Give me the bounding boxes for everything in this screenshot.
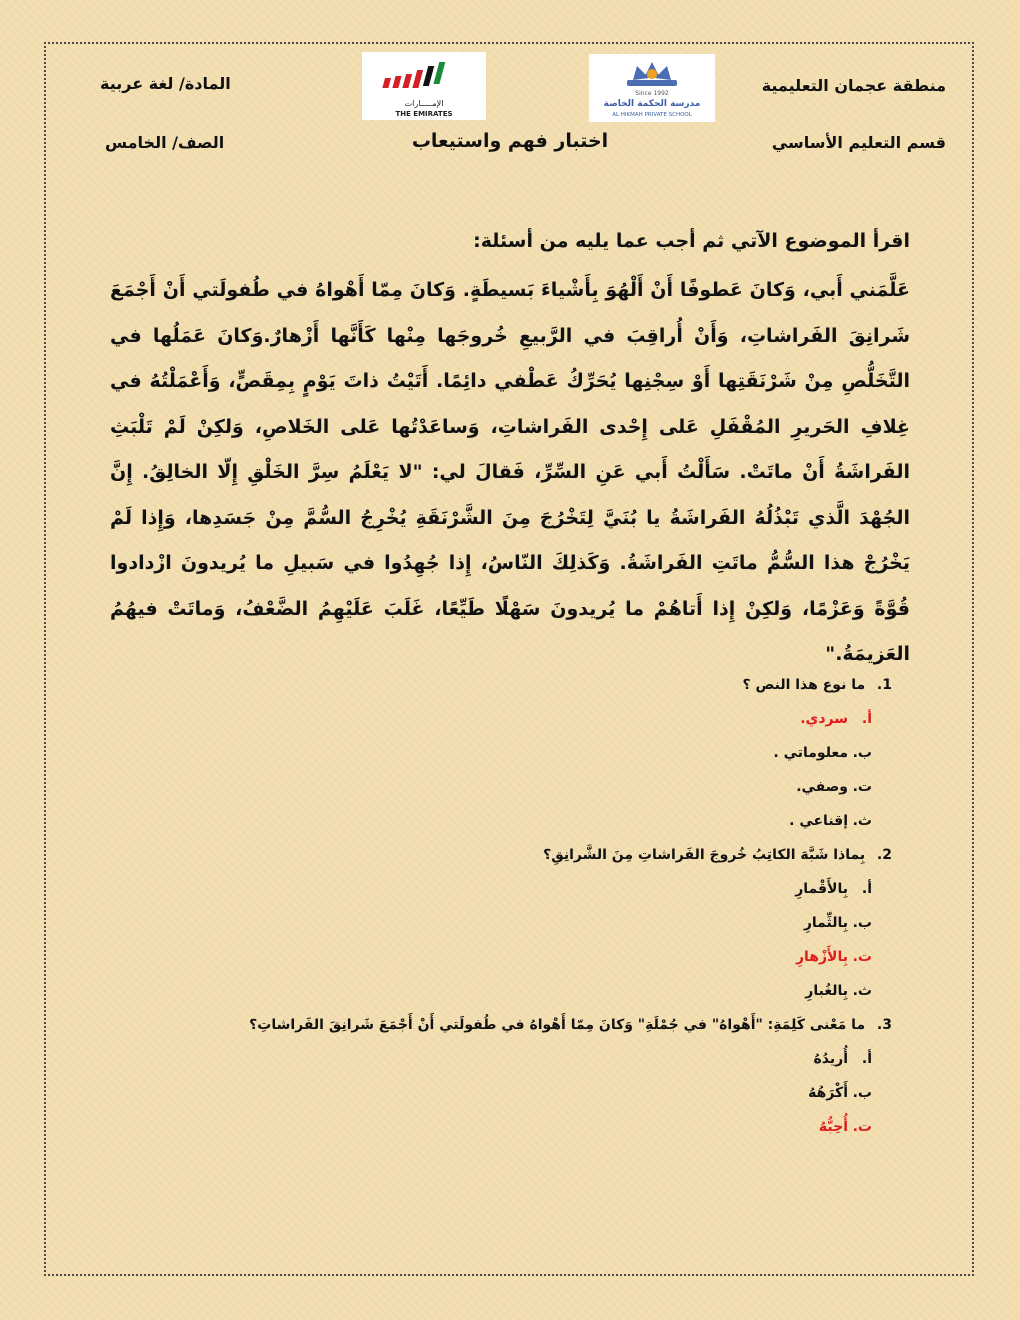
- option-text: وصفي.: [796, 779, 848, 795]
- option-text: أُريدُهُ: [813, 1051, 848, 1067]
- uae-logo-name-en: THE EMIRATES: [395, 110, 453, 118]
- school-logo-since: Since 1992: [635, 90, 669, 97]
- grade-label: الصف/ الخامس: [105, 133, 225, 152]
- questions-list: [132, 668, 892, 1144]
- instruction: اقرأ الموضوع الآتي ثم أجب عما يليه من أسئلة:: [473, 230, 910, 252]
- option-letter: ب.: [852, 745, 872, 761]
- uae-logo-name-ar: الإمـــــارات: [404, 99, 444, 108]
- option-letter: أ.: [861, 711, 872, 727]
- option-letter: ت.: [852, 949, 872, 965]
- option-letter: ت.: [852, 1119, 872, 1135]
- region-label: منطقة عجمان التعليمية: [761, 76, 946, 95]
- answer-option[interactable]: [132, 804, 892, 838]
- answer-option[interactable]: [132, 1042, 892, 1076]
- option-text: إقناعي .: [789, 813, 848, 829]
- option-letter: ب.: [852, 915, 872, 931]
- question-number: 3.: [876, 1017, 892, 1033]
- option-text: بِالغُبارِ: [805, 983, 848, 999]
- question-3: [132, 1008, 892, 1042]
- option-letter: ث.: [852, 813, 872, 829]
- exam-title: اختبار فهم واستيعاب: [411, 130, 609, 152]
- option-text: بِالأَقْمارِ: [795, 881, 848, 897]
- department-label: قسم التعليم الأساسي: [771, 133, 946, 152]
- reading-passage: عَلَّمَني أَبي، وَكانَ عَطوفًا أَنْ أَلْهُوَ بِأَشْياءَ بَسيطَةٍ. وَكانَ مِمّا أَهْواهُ في طُفولَتي أَنْ أَجْمَعَ شَرانِقَ الفَراشاتِ، وَأَنْ أُراقِبَ في الرَّبيعِ خُروجَها مِنْها كَأَنَّها أَزْهارٌ.وَكانَ عَمَلُها في التَّخَلُّصِ مِنْ شَرْنَقَتِها أَوْ سِجْنِها يُحَرِّكُ عَطْفي دائِمًا. أَتَيْتُ ذاتَ يَوْمٍ بِمِقَصٍّ، وَأَعْمَلْتُهُ في غِلافِ الحَريرِ المُقْفَلِ عَلى إِحْدى الفَراشاتِ، وَساعَدْتُها عَلى الخَلاصِ، وَلكِنْ لَمْ تَلْبَثِ الفَراشَةُ أَنْ ماتَتْ. سَأَلْتُ أَبي عَنِ السِّرِّ، فَقالَ لي: "لا يَعْلَمُ سِرَّ الخَلْقِ إِلّا الخالِقُ. إِنَّ الجُهْدَ الَّذي تَبْذُلُهُ الفَراشَةُ يا بُنَيَّ لِتَخْرُجَ مِنَ الشَّرْنَقَةِ يُخْرِجُ السُّمَّ مِنْ جَسَدِها، وَإِذا لَمْ يَخْرُجْ هذا السُّمُّ ماتَتِ الفَراشَةُ. وَكَذلِكَ النّاسُ، إِذا جُهِدُوا في سَبيلِ ما يُريدونَ ازْدادوا قُوَّةً وَعَزْمًا، وَلكِنْ إِذا أَتاهُمْ ما يُريدونَ سَهْلًا طَيِّعًا، غَلَبَ عَلَيْهِمُ الضَّعْفُ، وَماتَتْ فيهُمُ العَزيمَةُ.": [110, 279, 910, 665]
- school-logo-name-ar: مدرسة الحكمة الخاصة: [603, 99, 701, 109]
- question-number: 1.: [876, 677, 892, 693]
- answer-option[interactable]: [132, 906, 892, 940]
- answer-option[interactable]: [132, 770, 892, 804]
- option-text: بِالأَزْهارِ: [795, 949, 848, 965]
- question-2: [132, 838, 892, 872]
- answer-option[interactable]: [132, 1110, 892, 1144]
- option-text: أَكْرَهُهُ: [808, 1085, 848, 1101]
- question-text: ما نوع هذا النص ؟: [742, 677, 866, 693]
- school-logo: [589, 54, 715, 122]
- option-text: بِالثِّمارِ: [803, 915, 848, 931]
- answer-option[interactable]: [132, 974, 892, 1008]
- school-logo-name-en: AL HIKMAH PRIVATE SCHOOL: [612, 112, 692, 118]
- option-text: أُحِبُّهُ: [818, 1119, 848, 1135]
- answer-option[interactable]: [132, 702, 892, 736]
- answer-option[interactable]: [132, 736, 892, 770]
- subject-label: المادة/ لغة عربية: [100, 74, 231, 93]
- option-letter: أ.: [861, 1051, 872, 1067]
- answer-option[interactable]: [132, 872, 892, 906]
- answer-option[interactable]: [132, 1076, 892, 1110]
- question-1: [132, 668, 892, 702]
- question-text: ما مَعْنى كَلِمَةِ: "أَهْواهُ" في جُمْلَةِ" وَكانَ مِمّا أَهْواهُ في طُفولَتي أَنْ أَجْمَعَ شَرانِقَ الفَراشاتِ؟: [249, 1017, 866, 1033]
- uae-logo: [362, 52, 486, 120]
- option-text: سردي.: [800, 711, 848, 727]
- option-letter: أ.: [861, 881, 872, 897]
- option-letter: ث.: [852, 983, 872, 999]
- question-text: بِماذا شَبَّهَ الكاتِبُ خُروجَ الفَراشاتِ مِنَ الشَّرانِقِ؟: [543, 847, 866, 863]
- option-text: معلوماتي .: [773, 745, 848, 761]
- option-letter: ت.: [852, 779, 872, 795]
- answer-option[interactable]: [132, 940, 892, 974]
- option-letter: ب.: [852, 1085, 872, 1101]
- question-number: 2.: [876, 847, 892, 863]
